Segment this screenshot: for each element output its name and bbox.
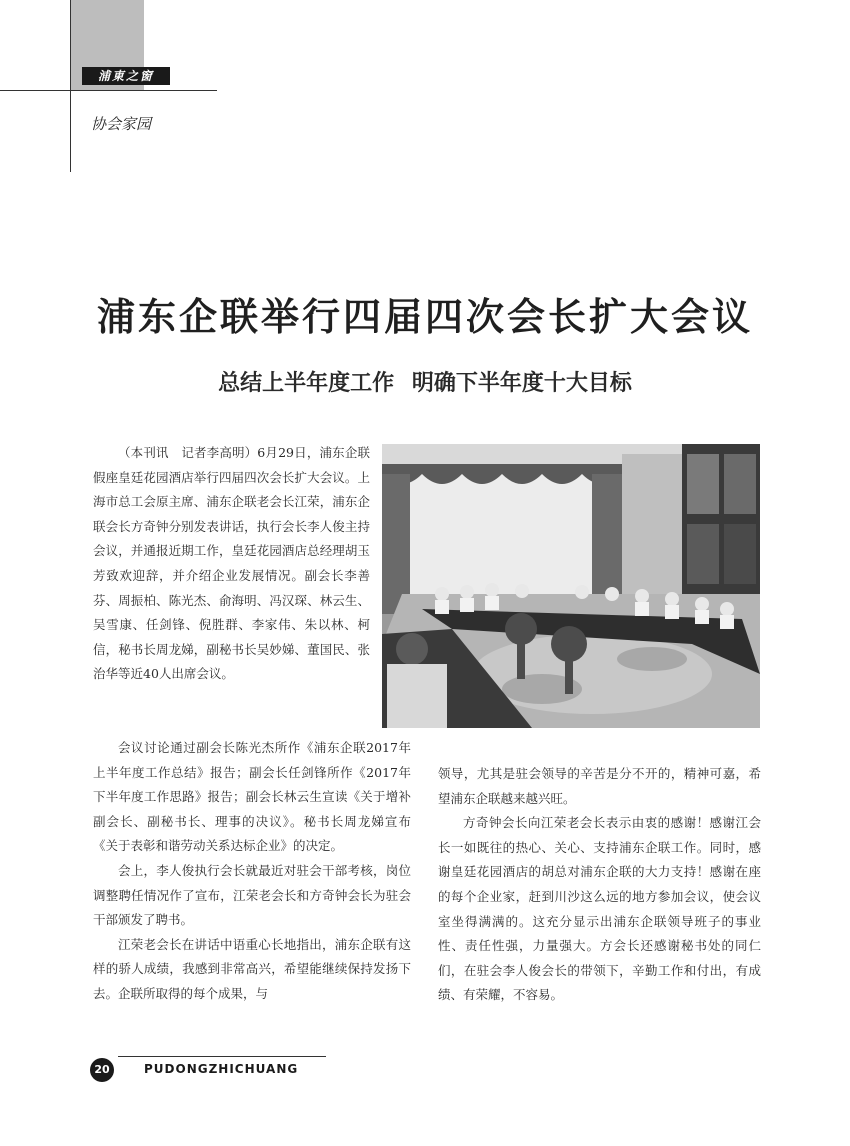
magazine-logo: 浦東之窗	[82, 67, 170, 85]
magazine-name: PUDONGZHICHUANG	[144, 1062, 299, 1076]
article-column-left-top	[93, 441, 370, 687]
article-title: 浦东企联举行四届四次会长扩大会议	[96, 295, 753, 339]
article-paragraph-lead: （本刊讯 记者李高明）6月29日，浦东企联假座皇廷花园酒店举行四届四次会长扩大会议。上海市总工会原主席、浦东企联老会长江荣，浦东企联会长方奇钟分别发表讲话，执行会长李人俊主持会议，并通报近期工作，皇廷花园酒店总经理胡玉芳致欢迎辞，并介绍企业发展情况。副会长李善芬、周振柏、陈光杰、俞海明、冯汉琛、林云生、吴雪康、任剑锋、倪胜群、李家伟、朱以林、柯信，秘书长周龙娣，副秘书长吴妙娣、董国民、张治华等近40人出席会议。	[93, 445, 370, 682]
article-paragraph: 江荣老会长在讲话中语重心长地指出，浦东企联有这样的骄人成绩，我感到非常高兴，希望能继续保持发扬下去。企联所取得的每个成果，与	[93, 936, 411, 1001]
article-column-left-bottom	[93, 736, 411, 1007]
article-subtitle: 总结上半年度工作 明确下半年度十大目标	[218, 371, 632, 396]
article-paragraph: 会上，李人俊执行会长就最近对驻会干部考核，岗位调整聘任情况作了宣布，江荣老会长和方奇钟会长为驻会干部颁发了聘书。	[93, 862, 411, 928]
header-vertical-rule	[70, 0, 71, 172]
article-paragraph: 方奇钟会长向江荣老会长表示由衷的感谢！感谢江会长一如既往的热心、关心、支持浦东企联工作。同时，感谢皇廷花园酒店的胡总对浦东企联的大力支持！感谢在座的每个企业家，赶到川沙这么远的地方参加会议，使会议室坐得满满的。这充分显示出浦东企联领导班子的事业性、责任性强，力量强大。方会长还感谢秘书处的同仁们，在驻会李人俊会长的带领下，辛勤工作和付出，有成绩、有荣耀，不容易。	[438, 815, 761, 1003]
section-label: 协会家园	[91, 115, 152, 133]
meeting-photo-image	[382, 444, 760, 728]
page-number: 20	[90, 1058, 114, 1082]
article-paragraph: 会议讨论通过副会长陈光杰所作《浦东企联2017年上半年度工作总结》报告；副会长任剑锋所作《2017年下半年度工作思路》报告；副会长林云生宣读《关于增补副会长、副秘书长、理事的决议》。秘书长周龙娣宣布《关于表彰和谐劳动关系达标企业》的决定。	[93, 740, 411, 854]
article-paragraph-continued: 领导，尤其是驻会领导的辛苦是分不开的，精神可嘉，希望浦东企联越来越兴旺。	[438, 766, 761, 806]
header-horizontal-rule	[0, 90, 217, 91]
footer-rule	[118, 1056, 326, 1057]
meeting-photo	[382, 444, 760, 728]
article-column-right	[438, 762, 761, 1008]
